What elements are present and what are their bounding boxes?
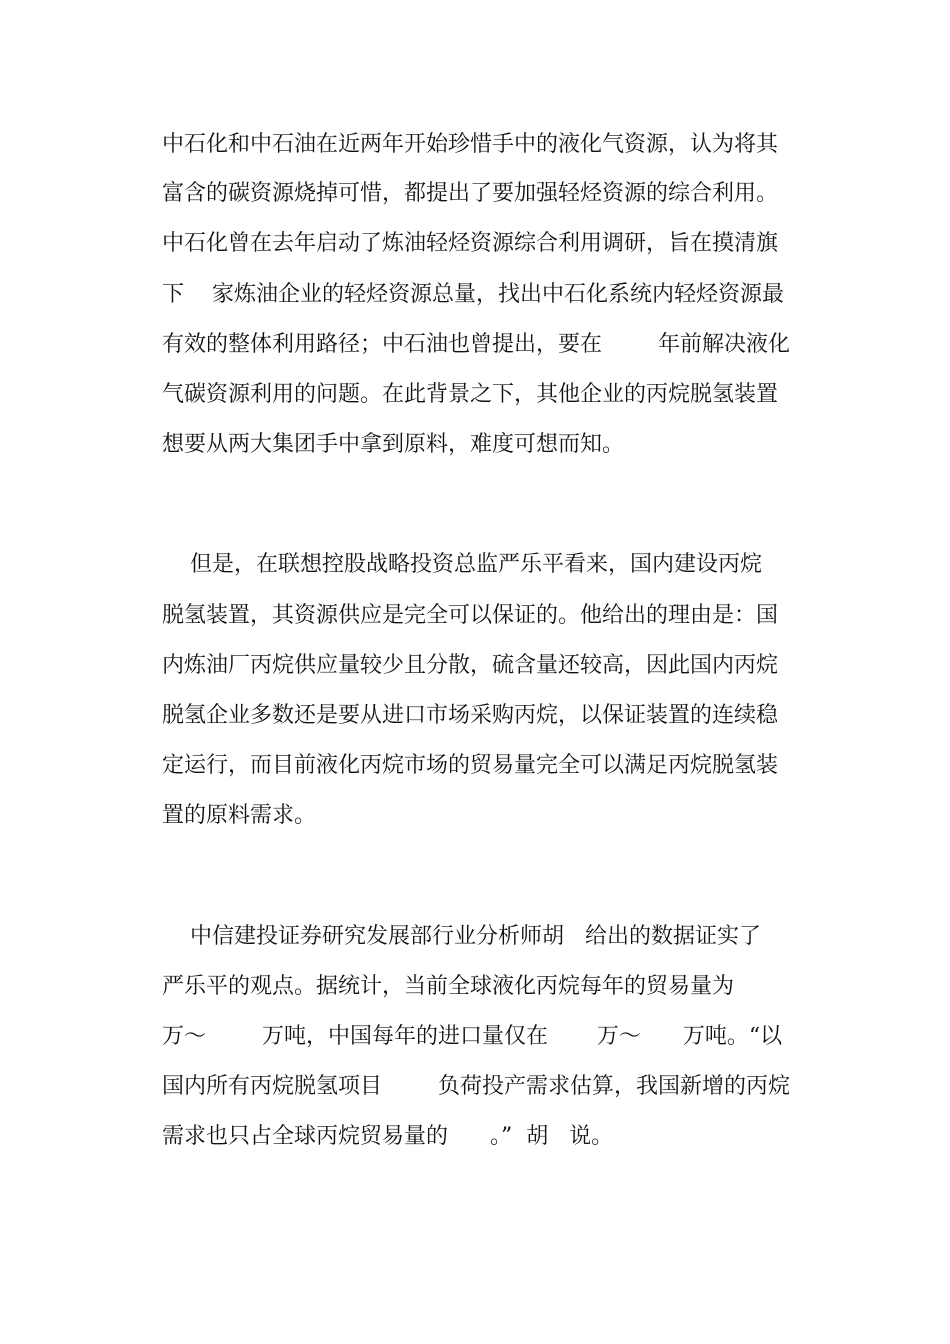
text-line: 中石化曾在去年启动了炼油轻烃资源综合利用调研，旨在摸清旗 (162, 231, 779, 256)
text-line: 气碳资源利用的问题。在此背景之下，其他企业的丙烷脱氢装置 (162, 382, 779, 407)
text-line: 中信建投证券研究发展部行业分析师胡 给出的数据证实了 (162, 924, 761, 949)
text-line: 脱氢装置，其资源供应是完全可以保证的。他给出的理由是：国 (162, 603, 779, 628)
text-line: 置的原料需求。 (162, 803, 317, 828)
text-line: 内炼油厂丙烷供应量较少且分散，硫含量还较高，因此国内丙烷 (162, 653, 779, 678)
text-line: 有效的整体利用路径；中石油也曾提出，要在 年前解决液化 (162, 332, 790, 357)
text-line: 想要从两大集团手中拿到原料，难度可想而知。 (162, 432, 625, 457)
text-line: 需求也只占全球丙烷贸易量的 。” 胡 说。 (162, 1124, 614, 1149)
text-line: 富含的碳资源烧掉可惜，都提出了要加强轻烃资源的综合利用。 (162, 181, 779, 206)
text-line: 下 家炼油企业的轻烃资源总量，找出中石化系统内轻烃资源最 (162, 282, 784, 307)
text-line: 中石化和中石油在近两年开始珍惜手中的液化气资源，认为将其 (162, 132, 779, 157)
text-line: 但是，在联想控股战略投资总监严乐平看来，国内建设丙烷 (162, 552, 762, 577)
text-line: 万～ 万吨，中国每年的进口量仅在 万～ 万吨。“以 (162, 1024, 783, 1049)
text-line: 脱氢企业多数还是要从进口市场采购丙烷，以保证装置的连续稳 (162, 703, 779, 728)
text-line: 定运行，而目前液化丙烷市场的贸易量完全可以满足丙烷脱氢装 (162, 753, 779, 778)
text-line: 严乐平的观点。据统计，当前全球液化丙烷每年的贸易量为 (162, 974, 735, 999)
text-line: 国内所有丙烷脱氢项目 负荷投产需求估算，我国新增的丙烷 (162, 1074, 790, 1099)
